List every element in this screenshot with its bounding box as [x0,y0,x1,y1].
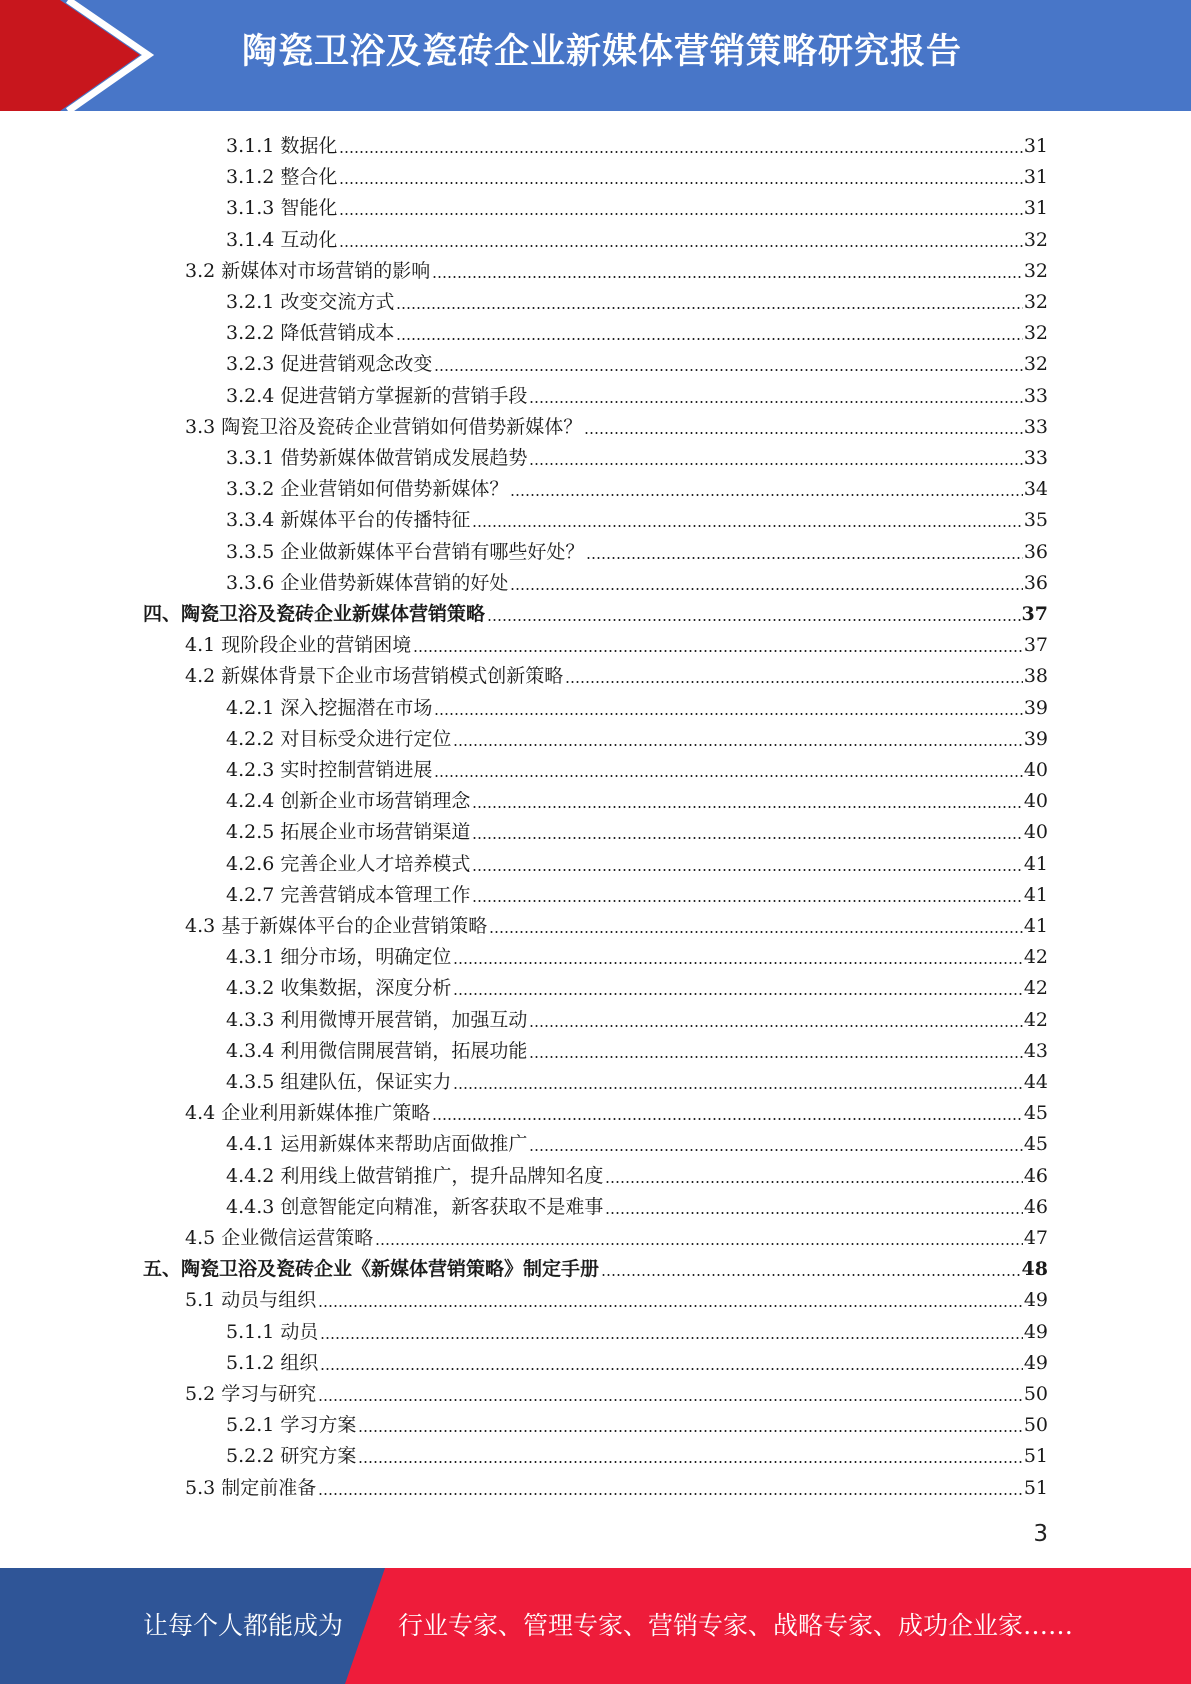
toc-entry-title: 4.4.2 利用线上做营销推广，提升品牌知名度 [226,1165,604,1187]
toc-subsection-entry[interactable] [226,1032,1048,1063]
toc-entry-page: 31 [1023,135,1048,157]
toc-section-entry[interactable] [185,907,1048,938]
toc-entry-title: 4.2.6 完善企业人才培养模式 [226,853,471,875]
toc-entry-page: 44 [1023,1071,1048,1093]
toc-dot-leader [453,744,1022,746]
toc-dot-leader [510,588,1022,590]
toc-entry-page: 31 [1023,197,1048,219]
toc-subsection-entry[interactable] [226,1313,1048,1344]
toc-subsection-entry[interactable] [226,439,1048,470]
toc-subsection-entry[interactable] [226,813,1048,844]
toc-entry-page: 49 [1023,1289,1048,1311]
toc-entry-page: 41 [1023,853,1048,875]
toc-section-entry[interactable] [185,657,1048,688]
toc-entry-title: 4.4.3 创意智能定向精准，新客获取不是难事 [226,1196,604,1218]
toc-entry-page: 32 [1023,229,1048,251]
toc-entry-page: 32 [1023,353,1048,375]
toc-subsection-entry[interactable] [226,314,1048,345]
toc-entry-page: 31 [1023,166,1048,188]
toc-dot-leader [489,931,1023,933]
toc-dot-leader [472,900,1022,902]
toc-entry-page: 48 [1021,1258,1048,1280]
toc-section-entry[interactable] [185,1219,1048,1250]
page-number: 3 [1033,1521,1048,1547]
toc-entry-page: 35 [1023,509,1048,531]
toc-subsection-entry[interactable] [226,1001,1048,1032]
toc-dot-leader [529,1149,1022,1151]
toc-entry-title: 5.1.1 动员 [226,1321,319,1343]
toc-dot-leader [584,432,1023,434]
toc-entry-title: 4.2.2 对目标受众进行定位 [226,728,452,750]
toc-subsection-entry[interactable] [226,1157,1048,1188]
toc-entry-page: 43 [1023,1040,1048,1062]
toc-entry-page: 51 [1023,1477,1048,1499]
toc-dot-leader [605,1212,1022,1214]
toc-subsection-entry[interactable] [226,221,1048,252]
toc-entry-title: 四、陶瓷卫浴及瓷砖企业新媒体营销策略 [143,603,486,625]
toc-entry-title: 5.2.2 研究方案 [226,1445,357,1467]
toc-entry-title: 3.2.2 降低营销成本 [226,322,395,344]
toc-entry-page: 32 [1023,291,1048,313]
toc-entry-title: 4.2 新媒体背景下企业市场营销模式创新策略 [185,665,564,687]
toc-dot-leader [605,1181,1022,1183]
toc-subsection-entry[interactable] [226,1437,1048,1468]
toc-entry-title: 3.2.4 促进营销方掌握新的营销手段 [226,385,528,407]
toc-entry-page: 47 [1023,1227,1048,1249]
toc-entry-page: 46 [1023,1165,1048,1187]
toc-chapter-entry[interactable] [143,1250,1048,1281]
toc-subsection-entry[interactable] [226,938,1048,969]
toc-entry-title: 3.1.2 整合化 [226,166,338,188]
toc-section-entry[interactable] [185,626,1048,657]
toc-dot-leader [472,806,1022,808]
toc-entry-page: 37 [1021,603,1048,625]
toc-entry-title: 4.1 现阶段企业的营销困境 [185,634,412,656]
toc-entry-page: 36 [1023,541,1048,563]
toc-dot-leader [434,713,1022,715]
toc-dot-leader [565,681,1023,683]
toc-entry-page: 37 [1023,634,1048,656]
toc-subsection-entry[interactable] [226,283,1048,314]
toc-entry-title: 5.2.1 学习方案 [226,1414,357,1436]
toc-dot-leader [318,1305,1023,1307]
toc-entry-title: 4.3.3 利用微博开展营销，加强互动 [226,1009,528,1031]
toc-entry-page: 38 [1023,665,1048,687]
toc-section-entry[interactable] [185,252,1048,283]
toc-entry-title: 5.1 动员与组织 [185,1289,317,1311]
toc-dot-leader [472,525,1022,527]
toc-entry-title: 3.1.1 数据化 [226,135,338,157]
toc-dot-leader [358,1461,1022,1463]
toc-entry-page: 50 [1023,1414,1048,1436]
toc-subsection-entry[interactable] [226,564,1048,595]
toc-dot-leader [432,276,1023,278]
toc-entry-page: 34 [1023,478,1048,500]
toc-dot-leader [434,775,1022,777]
toc-subsection-entry[interactable] [226,1344,1048,1375]
toc-dot-leader [529,1056,1022,1058]
toc-entry-title: 3.2.3 促进营销观念改变 [226,353,433,375]
toc-entry-title: 4.3 基于新媒体平台的企业营销策略 [185,915,488,937]
toc-entry-title: 4.2.3 实时控制营销进展 [226,759,433,781]
toc-dot-leader [472,869,1022,871]
toc-subsection-entry[interactable] [226,876,1048,907]
toc-entry-page: 36 [1023,572,1048,594]
toc-dot-leader [601,1274,1021,1276]
toc-dot-leader [529,401,1022,403]
toc-entry-title: 4.3.2 收集数据，深度分析 [226,977,452,999]
toc-section-entry[interactable] [185,1094,1048,1125]
toc-subsection-entry[interactable] [226,782,1048,813]
toc-entry-page: 50 [1023,1383,1048,1405]
toc-section-entry[interactable] [185,1469,1048,1500]
toc-entry-page: 32 [1023,322,1048,344]
toc-entry-page: 33 [1023,447,1048,469]
toc-subsection-entry[interactable] [226,127,1048,158]
toc-entry-title: 3.3.4 新媒体平台的传播特征 [226,509,471,531]
toc-dot-leader [529,463,1022,465]
toc-dot-leader [320,1368,1022,1370]
toc-entry-title: 5.3 制定前准备 [185,1477,317,1499]
toc-entry-title: 3.3.5 企业做新媒体平台营销有哪些好处？ [226,541,585,563]
footer-slogan-left: 让每个人都能成为 [143,1611,344,1640]
toc-subsection-entry[interactable] [226,969,1048,1000]
toc-subsection-entry[interactable] [226,1125,1048,1156]
toc-subsection-entry[interactable] [226,751,1048,782]
toc-entry-title: 3.3 陶瓷卫浴及瓷砖企业营销如何借势新媒体？ [185,416,583,438]
toc-entry-page: 42 [1023,977,1048,999]
toc-dot-leader [413,650,1023,652]
toc-entry-page: 42 [1023,946,1048,968]
toc-dot-leader [396,338,1022,340]
toc-entry-title: 4.3.5 组建队伍，保证实力 [226,1071,452,1093]
toc-entry-title: 3.3.1 借势新媒体做营销成发展趋势 [226,447,528,469]
toc-entry-title: 5.1.2 组织 [226,1352,319,1374]
toc-entry-page: 40 [1023,821,1048,843]
toc-section-entry[interactable] [185,1375,1048,1406]
toc-subsection-entry[interactable] [226,1188,1048,1219]
toc-subsection-entry[interactable] [226,689,1048,720]
toc-entry-title: 3.2 新媒体对市场营销的影响 [185,260,431,282]
toc-entry-page: 49 [1023,1321,1048,1343]
toc-subsection-entry[interactable] [226,189,1048,220]
toc-dot-leader [318,1399,1023,1401]
toc-entry-title: 3.2.1 改变交流方式 [226,291,395,313]
toc-entry-title: 4.2.1 深入挖掘潜在市场 [226,697,433,719]
toc-subsection-entry[interactable] [226,470,1048,501]
toc-entry-title: 4.4.1 运用新媒体来帮助店面做推广 [226,1133,528,1155]
toc-subsection-entry[interactable] [226,533,1048,564]
toc-entry-title: 3.3.6 企业借势新媒体营销的好处 [226,572,509,594]
toc-subsection-entry[interactable] [226,158,1048,189]
toc-dot-leader [453,1087,1022,1089]
toc-entry-page: 32 [1023,260,1048,282]
toc-entry-page: 33 [1023,416,1048,438]
toc-dot-leader [434,369,1022,371]
toc-entry-page: 33 [1023,385,1048,407]
toc-entry-page: 49 [1023,1352,1048,1374]
toc-entry-page: 40 [1023,790,1048,812]
toc-dot-leader [339,151,1022,153]
toc-dot-leader [586,557,1022,559]
toc-entry-title: 4.5 企业微信运营策略 [185,1227,374,1249]
toc-entry-title: 3.3.2 企业营销如何借势新媒体？ [226,478,509,500]
toc-entry-title: 3.1.3 智能化 [226,197,338,219]
page-header [0,0,1191,111]
toc-dot-leader [472,837,1022,839]
toc-entry-title: 3.1.4 互动化 [226,229,338,251]
toc-entry-page: 45 [1023,1133,1048,1155]
toc-entry-title: 5.2 学习与研究 [185,1383,317,1405]
toc-entry-page: 41 [1023,915,1048,937]
toc-entry-title: 五、陶瓷卫浴及瓷砖企业《新媒体营销策略》制定手册 [143,1258,600,1280]
toc-entry-title: 4.4 企业利用新媒体推广策略 [185,1102,431,1124]
toc-dot-leader [453,993,1022,995]
toc-subsection-entry[interactable] [226,845,1048,876]
document-title: 陶瓷卫浴及瓷砖企业新媒体营销策略研究报告 [242,32,963,72]
toc-entry-title: 4.2.7 完善营销成本管理工作 [226,884,471,906]
toc-entry-page: 41 [1023,884,1048,906]
toc-entry-title: 4.2.4 创新企业市场营销理念 [226,790,471,812]
toc-section-entry[interactable] [185,408,1048,439]
toc-subsection-entry[interactable] [226,1406,1048,1437]
toc-section-entry[interactable] [185,1281,1048,1312]
toc-entry-page: 39 [1023,728,1048,750]
toc-subsection-entry[interactable] [226,377,1048,408]
toc-dot-leader [358,1430,1022,1432]
toc-dot-leader [339,213,1022,215]
toc-entry-page: 51 [1023,1445,1048,1467]
toc-entry-title: 4.3.4 利用微信開展营销，拓展功能 [226,1040,528,1062]
toc-dot-leader [320,1337,1022,1339]
toc-dot-leader [375,1243,1023,1245]
toc-entry-page: 39 [1023,697,1048,719]
toc-dot-leader [529,1025,1022,1027]
header-red-chevron [0,0,140,111]
toc-entry-page: 42 [1023,1009,1048,1031]
toc-dot-leader [487,619,1021,621]
footer-slogan-right: 行业专家、管理专家、营销专家、战略专家、成功企业家…… [398,1611,1074,1640]
toc-entry-page: 40 [1023,759,1048,781]
toc-subsection-entry[interactable] [226,345,1048,376]
toc-dot-leader [318,1493,1023,1495]
toc-subsection-entry[interactable] [226,1063,1048,1094]
toc-entry-title: 4.3.1 细分市场，明确定位 [226,946,452,968]
toc-subsection-entry[interactable] [226,720,1048,751]
toc-entry-title: 4.2.5 拓展企业市场营销渠道 [226,821,471,843]
toc-chapter-entry[interactable] [143,595,1048,626]
toc-dot-leader [432,1118,1023,1120]
toc-dot-leader [339,245,1022,247]
toc-entry-page: 46 [1023,1196,1048,1218]
toc-dot-leader [453,962,1022,964]
toc-dot-leader [339,182,1022,184]
page-footer [0,1568,1191,1684]
toc-subsection-entry[interactable] [226,501,1048,532]
toc-dot-leader [510,494,1022,496]
toc-entry-page: 45 [1023,1102,1048,1124]
toc-dot-leader [396,307,1022,309]
